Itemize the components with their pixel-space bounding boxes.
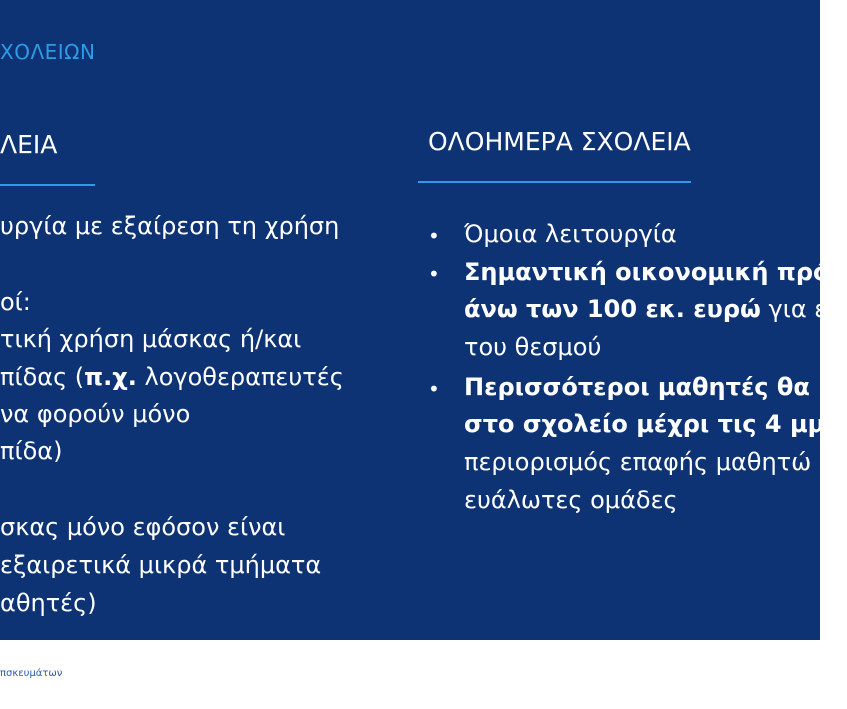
left-line-2: οί: (0, 288, 31, 316)
right-bullet-2-line-2 (464, 295, 827, 323)
left-column-title: ΛΕΙΑ (0, 130, 58, 159)
right-bullet-3-line-3-text: περιορισμός επαφής μαθητώ (464, 448, 812, 476)
right-bullet-2-line-1-bold: Σημαντική οικονομική πρόβ (464, 258, 847, 286)
right-bullet-3-line-4-text: ευάλωτες ομάδες (464, 486, 678, 514)
right-bullet-2-line-2-bold: άνω των 100 εκ. ευρώ (464, 295, 761, 323)
right-bullet-2-line-1 (464, 258, 847, 286)
left-line-6: πίδα) (0, 437, 63, 465)
left-line-8: εξαιρετικά μικρά τμήματα (0, 551, 322, 579)
right-bullet-1-line-1 (464, 220, 677, 248)
left-line-4-part-c: λογοθεραπευτές (136, 363, 344, 391)
right-bullet-3-line-1 (464, 373, 836, 401)
left-line-4 (0, 363, 344, 391)
right-bullet-2-line-2-text: για ε (760, 295, 828, 323)
left-line-7: σκας μόνο εφόσον είναι (0, 513, 286, 541)
right-bullet-3-line-4 (464, 486, 678, 514)
right-bullet-3-line-2 (464, 410, 834, 438)
bullet-dot-icon: • (428, 224, 440, 248)
right-title-underline (418, 181, 691, 183)
right-bullet-2-line-3 (464, 333, 601, 361)
footer-caption: πσκευμάτων (0, 668, 63, 679)
left-line-4-part-a: πίδας ( (0, 363, 85, 391)
bullet-dot-icon: • (428, 262, 440, 286)
right-bullet-3-line-1-bold: Περισσότεροι μαθητές θα μ (464, 373, 836, 401)
right-bullet-3-line-2-bold: στο σχολείο μέχρι τις 4 μμ. (464, 410, 835, 438)
left-line-1: υργία με εξαίρεση τη χρήση (0, 212, 340, 240)
right-bullet-2-line-3-text: του θεσμού (464, 333, 602, 361)
slide-header-title: ΧΟΛΕΙΩΝ (0, 40, 96, 64)
left-line-9: αθητές) (0, 589, 97, 617)
right-bullet-1-line-1-text: Όμοια λειτουργία (464, 220, 677, 248)
right-column-title: ΟΛΟΗΜΕΡΑ ΣΧΟΛΕΙΑ (428, 127, 691, 156)
left-line-3: τική χρήση μάσκας ή/και (0, 325, 302, 353)
bullet-dot-icon: • (428, 377, 440, 401)
right-bullet-3-line-3 (464, 448, 811, 476)
left-line-4-part-b: π.χ. (84, 363, 137, 391)
left-title-underline (0, 184, 95, 186)
left-line-5: να φορούν μόνο (0, 400, 191, 428)
